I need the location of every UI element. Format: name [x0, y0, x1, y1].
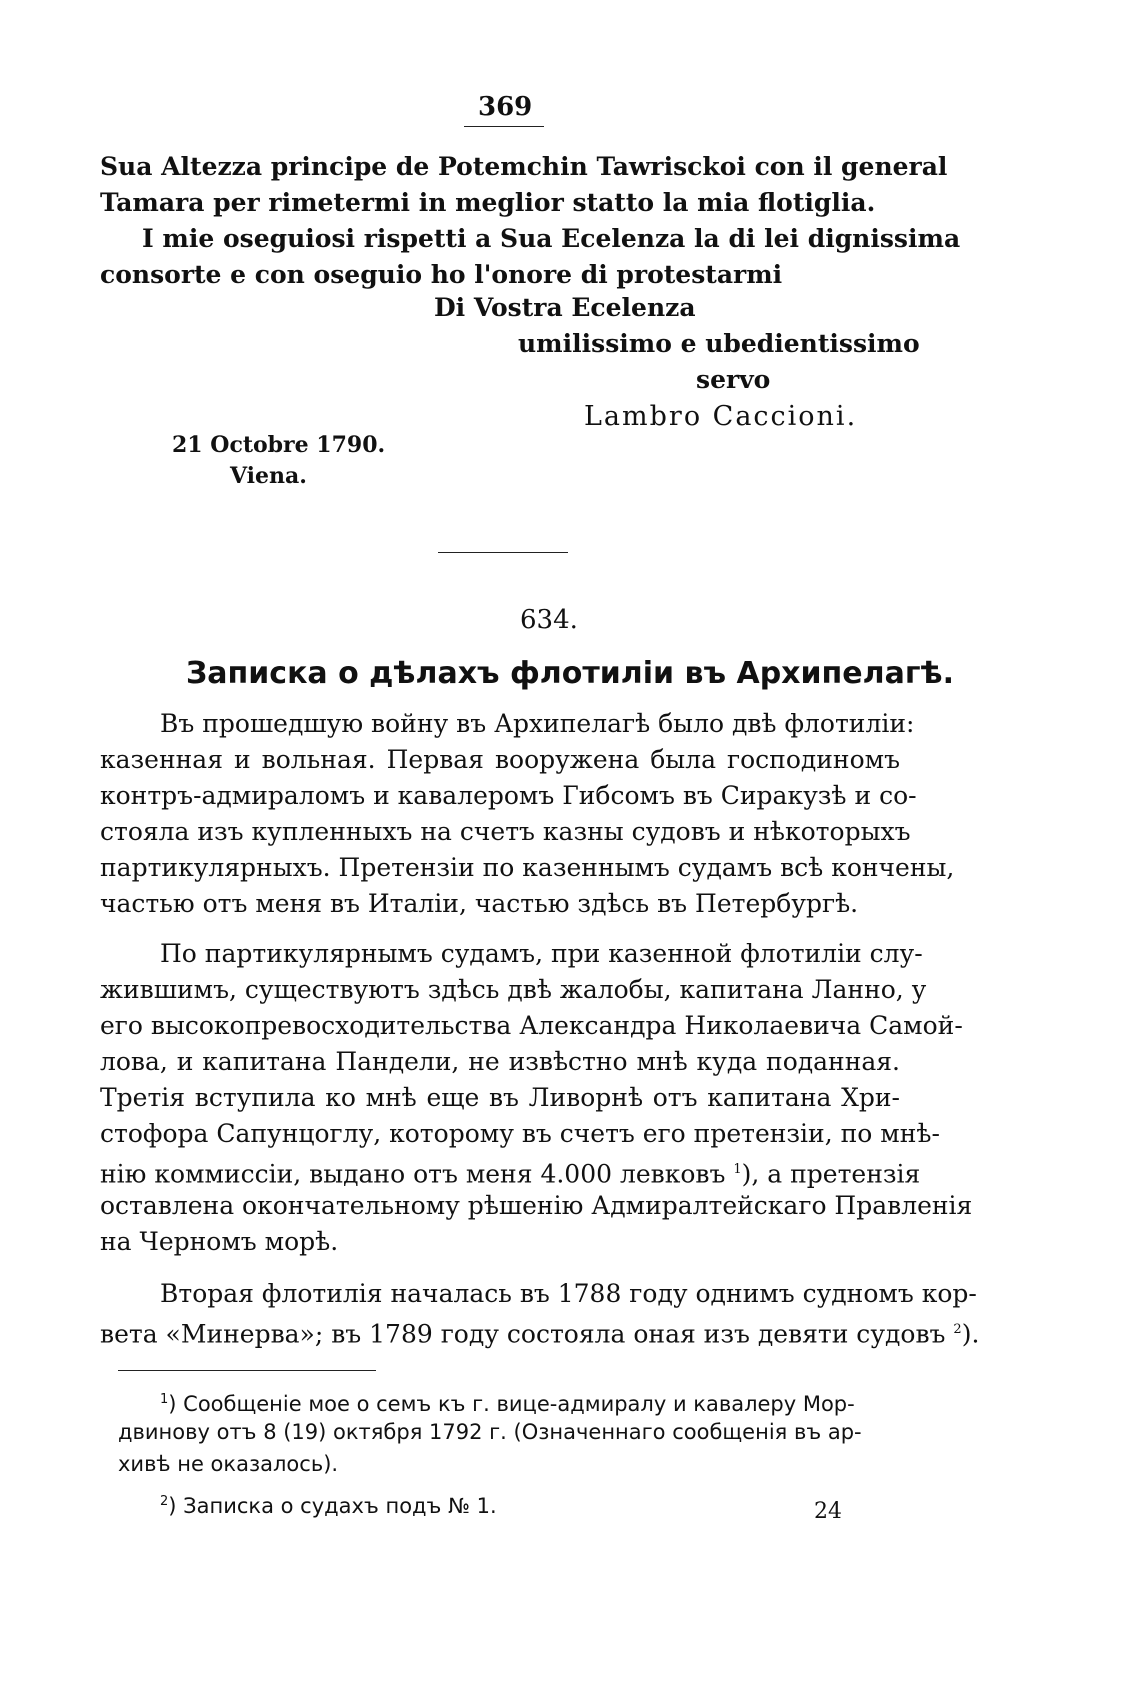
footnote-ref-1: 1 — [733, 1162, 742, 1177]
paragraph-1-line-3: контръ-адмираломъ и кавалеромъ Гибсомъ въ Сиракузѣ и со- — [100, 781, 917, 810]
footnote-1-mark: 1 — [160, 1392, 169, 1407]
footnote-1-line-3: хивѣ не оказалось). — [118, 1452, 339, 1476]
paragraph-3-line-2-end: ). — [961, 1319, 980, 1349]
paragraph-3-line-1: Вторая флотилія началась въ 1788 году однимъ судномъ кор- — [160, 1279, 977, 1308]
paragraph-2-line-3: его высокопревосходительства Александра Николаевича Самой- — [100, 1011, 963, 1040]
paragraph-2-line-7-text: нію коммиссіи, выдано отъ меня 4.000 левковъ — [100, 1159, 726, 1189]
footnote-2-mark: 2 — [160, 1494, 169, 1509]
signature-folio: 24 — [814, 1499, 842, 1524]
document-title: Записка о дѣлахъ флотиліи въ Архипелагѣ. — [185, 656, 954, 691]
letter-line-2: Tamara per rimetermi in meglior statto la mia flotiglia. — [100, 188, 876, 217]
footnote-1-text-1: ) Сообщеніе мое о семъ къ г. вице-адмиралу и кавалеру Мор- — [168, 1392, 855, 1416]
document-number: 634. — [520, 605, 578, 635]
letter-closing-1: Di Vostra Ecelenza — [434, 293, 696, 322]
letter-line-3: I mie oseguiosi rispetti a Sua Ecelenza la di lei dignissima — [142, 224, 961, 253]
page-number: 369 — [478, 92, 533, 122]
paragraph-1-line-6: частью отъ меня въ Италіи, частью здѣсь въ Петербургѣ. — [100, 889, 859, 918]
letter-signature: Lambro Caccioni. — [584, 401, 858, 432]
paragraph-2-line-7-end: ), а претензія — [741, 1159, 921, 1189]
paragraph-1-line-5: партикулярныхъ. Претензіи по казеннымъ судамъ всѣ кончены, — [100, 853, 955, 882]
paragraph-2-line-7 — [100, 1152, 921, 1192]
letter-place: Viena. — [230, 463, 307, 489]
letter-closing-2: umilissimo e ubedientissimo — [518, 329, 920, 358]
letter-closing-3: servo — [696, 365, 771, 394]
paragraph-2-line-4: лова, и капитана Пандели, не извѣстно мнѣ куда поданная. — [100, 1047, 900, 1076]
letter-date: 21 Octobre 1790. — [172, 432, 386, 458]
paragraph-2-line-1: По партикулярнымъ судамъ, при казенной флотиліи слу- — [160, 939, 923, 968]
letter-line-1: Sua Altezza principe de Potemchin Tawrisckoi con il general — [100, 152, 948, 181]
paragraph-1-line-4: стояла изъ купленныхъ на счетъ казны судовъ и нѣкоторыхъ — [100, 817, 911, 846]
footnote-1-line-2: двинову отъ 8 (19) октября 1792 г. (Означеннаго сообщенія въ ар- — [118, 1420, 862, 1444]
paragraph-2-line-8: оставлена окончательному рѣшенію Адмиралтейскаго Правленія — [100, 1191, 973, 1220]
paragraph-3-line-2 — [100, 1312, 980, 1352]
paragraph-2-line-2: жившимъ, существуютъ здѣсь двѣ жалобы, капитана Ланно, у — [100, 975, 927, 1004]
footnote-1-line-1 — [160, 1384, 900, 1420]
paragraph-2-line-5: Третія вступила ко мнѣ еще въ Ливорнѣ отъ капитана Хри- — [100, 1083, 900, 1112]
section-separator — [438, 552, 568, 553]
footnote-2-line-1 — [160, 1486, 560, 1522]
letter-line-4: consorte e con oseguio ho l'onore di protestarmi — [100, 260, 783, 289]
paragraph-1-line-1: Въ прошедшую войну въ Архипелагѣ было двѣ флотиліи: — [160, 709, 915, 738]
footnote-2-text-1: ) Записка о судахъ подъ № 1. — [168, 1494, 497, 1518]
paragraph-2-line-6: стофора Сапунцоглу, которому въ счетъ его претензіи, по мнѣ- — [100, 1119, 940, 1148]
paragraph-1-line-2: казенная и вольная. Первая вооружена была господиномъ — [100, 745, 900, 774]
paragraph-3-line-2-text: вета «Минерва»; въ 1789 году состояла оная изъ девяти судовъ — [100, 1319, 946, 1349]
footnote-ref-2: 2 — [953, 1322, 962, 1337]
footnote-rule — [118, 1370, 376, 1371]
page-number-rule — [464, 126, 544, 127]
paragraph-2-line-9: на Черномъ морѣ. — [100, 1227, 339, 1256]
